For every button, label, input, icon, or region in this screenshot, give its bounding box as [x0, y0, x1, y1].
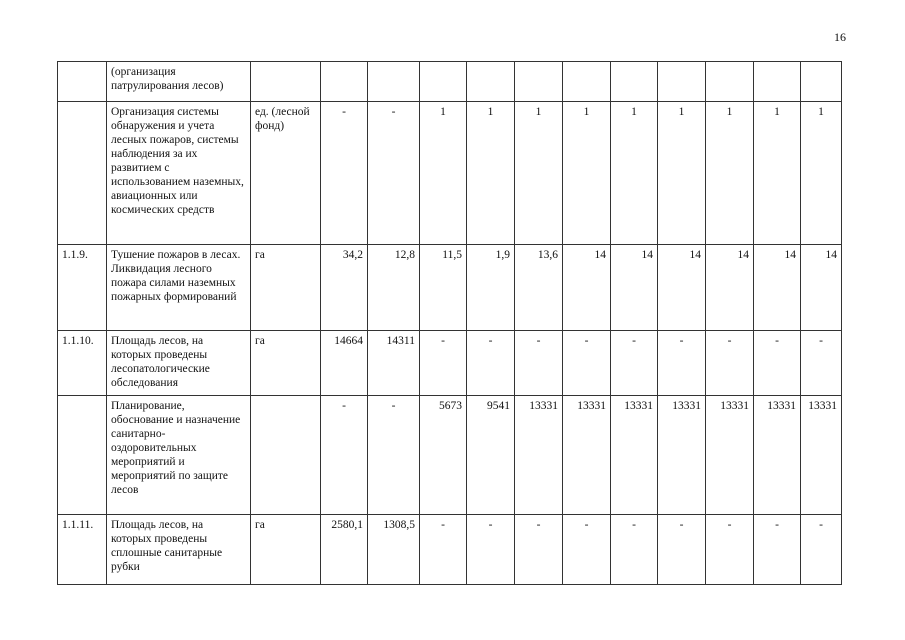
row-unit: га: [251, 331, 321, 396]
cell-value: -: [467, 515, 515, 585]
cell-value: 14: [754, 245, 801, 331]
indicators-table: [57, 61, 842, 585]
row-name: Организация системы обнаружения и учета лесных пожаров, системы наблюдения за их развитием с использованием наземных, авиационных или космических средств: [107, 102, 251, 245]
cell-value: [801, 62, 842, 102]
table-row: [58, 515, 842, 585]
cell-value: -: [420, 515, 467, 585]
cell-value: [706, 62, 754, 102]
cell-value: 1308,5: [368, 515, 420, 585]
cell-value: [467, 62, 515, 102]
row-code: [58, 396, 107, 515]
cell-value: -: [321, 102, 368, 245]
cell-value: [754, 62, 801, 102]
cell-value: -: [420, 331, 467, 396]
cell-value: 1: [420, 102, 467, 245]
row-unit: [251, 396, 321, 515]
cell-value: -: [706, 515, 754, 585]
cell-value: -: [611, 331, 658, 396]
cell-value: -: [321, 396, 368, 515]
cell-value: 14: [563, 245, 611, 331]
cell-value: 1: [563, 102, 611, 245]
cell-value: 14: [658, 245, 706, 331]
table-row: [58, 331, 842, 396]
row-name: (организация патрулирования лесов): [107, 62, 251, 102]
row-unit: га: [251, 245, 321, 331]
row-name: Тушение пожаров в лесах. Ликвидация лесного пожара силами наземных пожарных формирований: [107, 245, 251, 331]
cell-value: -: [563, 515, 611, 585]
cell-value: -: [706, 331, 754, 396]
cell-value: 13331: [658, 396, 706, 515]
row-code: [58, 62, 107, 102]
row-code: 1.1.10.: [58, 331, 107, 396]
cell-value: -: [515, 331, 563, 396]
cell-value: 12,8: [368, 245, 420, 331]
cell-value: 13331: [706, 396, 754, 515]
cell-value: 13331: [754, 396, 801, 515]
cell-value: -: [754, 331, 801, 396]
cell-value: -: [467, 331, 515, 396]
row-name: Планирование, обоснование и назначение санитарно-оздоровительных мероприятий и мероприятий по защите лесов: [107, 396, 251, 515]
cell-value: -: [658, 331, 706, 396]
cell-value: 11,5: [420, 245, 467, 331]
cell-value: [563, 62, 611, 102]
row-name: Площадь лесов, на которых проведены лесопатологические обследования: [107, 331, 251, 396]
table-row: [58, 245, 842, 331]
cell-value: -: [368, 102, 420, 245]
cell-value: [368, 62, 420, 102]
cell-value: 1: [467, 102, 515, 245]
cell-value: 1: [658, 102, 706, 245]
row-unit: га: [251, 515, 321, 585]
cell-value: 1: [706, 102, 754, 245]
cell-value: -: [368, 396, 420, 515]
cell-value: 34,2: [321, 245, 368, 331]
cell-value: -: [754, 515, 801, 585]
cell-value: 5673: [420, 396, 467, 515]
cell-value: [515, 62, 563, 102]
cell-value: 14: [611, 245, 658, 331]
cell-value: 14: [706, 245, 754, 331]
cell-value: -: [563, 331, 611, 396]
row-code: 1.1.9.: [58, 245, 107, 331]
cell-value: 14664: [321, 331, 368, 396]
table-row: [58, 396, 842, 515]
cell-value: -: [801, 515, 842, 585]
cell-value: 14: [801, 245, 842, 331]
cell-value: 1: [754, 102, 801, 245]
cell-value: [611, 62, 658, 102]
page-number: 16: [834, 30, 846, 44]
cell-value: 13331: [563, 396, 611, 515]
cell-value: [321, 62, 368, 102]
row-name: Площадь лесов, на которых проведены сплошные санитарные рубки: [107, 515, 251, 585]
row-unit: [251, 62, 321, 102]
cell-value: 13331: [515, 396, 563, 515]
cell-value: 13331: [611, 396, 658, 515]
cell-value: 9541: [467, 396, 515, 515]
cell-value: [658, 62, 706, 102]
row-code: [58, 102, 107, 245]
table-row: [58, 62, 842, 102]
cell-value: 13,6: [515, 245, 563, 331]
cell-value: -: [611, 515, 658, 585]
cell-value: 14311: [368, 331, 420, 396]
cell-value: 13331: [801, 396, 842, 515]
row-unit: ед. (лесной фонд): [251, 102, 321, 245]
table-row: [58, 102, 842, 245]
cell-value: 2580,1: [321, 515, 368, 585]
cell-value: 1: [801, 102, 842, 245]
cell-value: -: [801, 331, 842, 396]
cell-value: [420, 62, 467, 102]
row-code: 1.1.11.: [58, 515, 107, 585]
cell-value: 1: [611, 102, 658, 245]
cell-value: -: [658, 515, 706, 585]
cell-value: -: [515, 515, 563, 585]
cell-value: 1: [515, 102, 563, 245]
cell-value: 1,9: [467, 245, 515, 331]
